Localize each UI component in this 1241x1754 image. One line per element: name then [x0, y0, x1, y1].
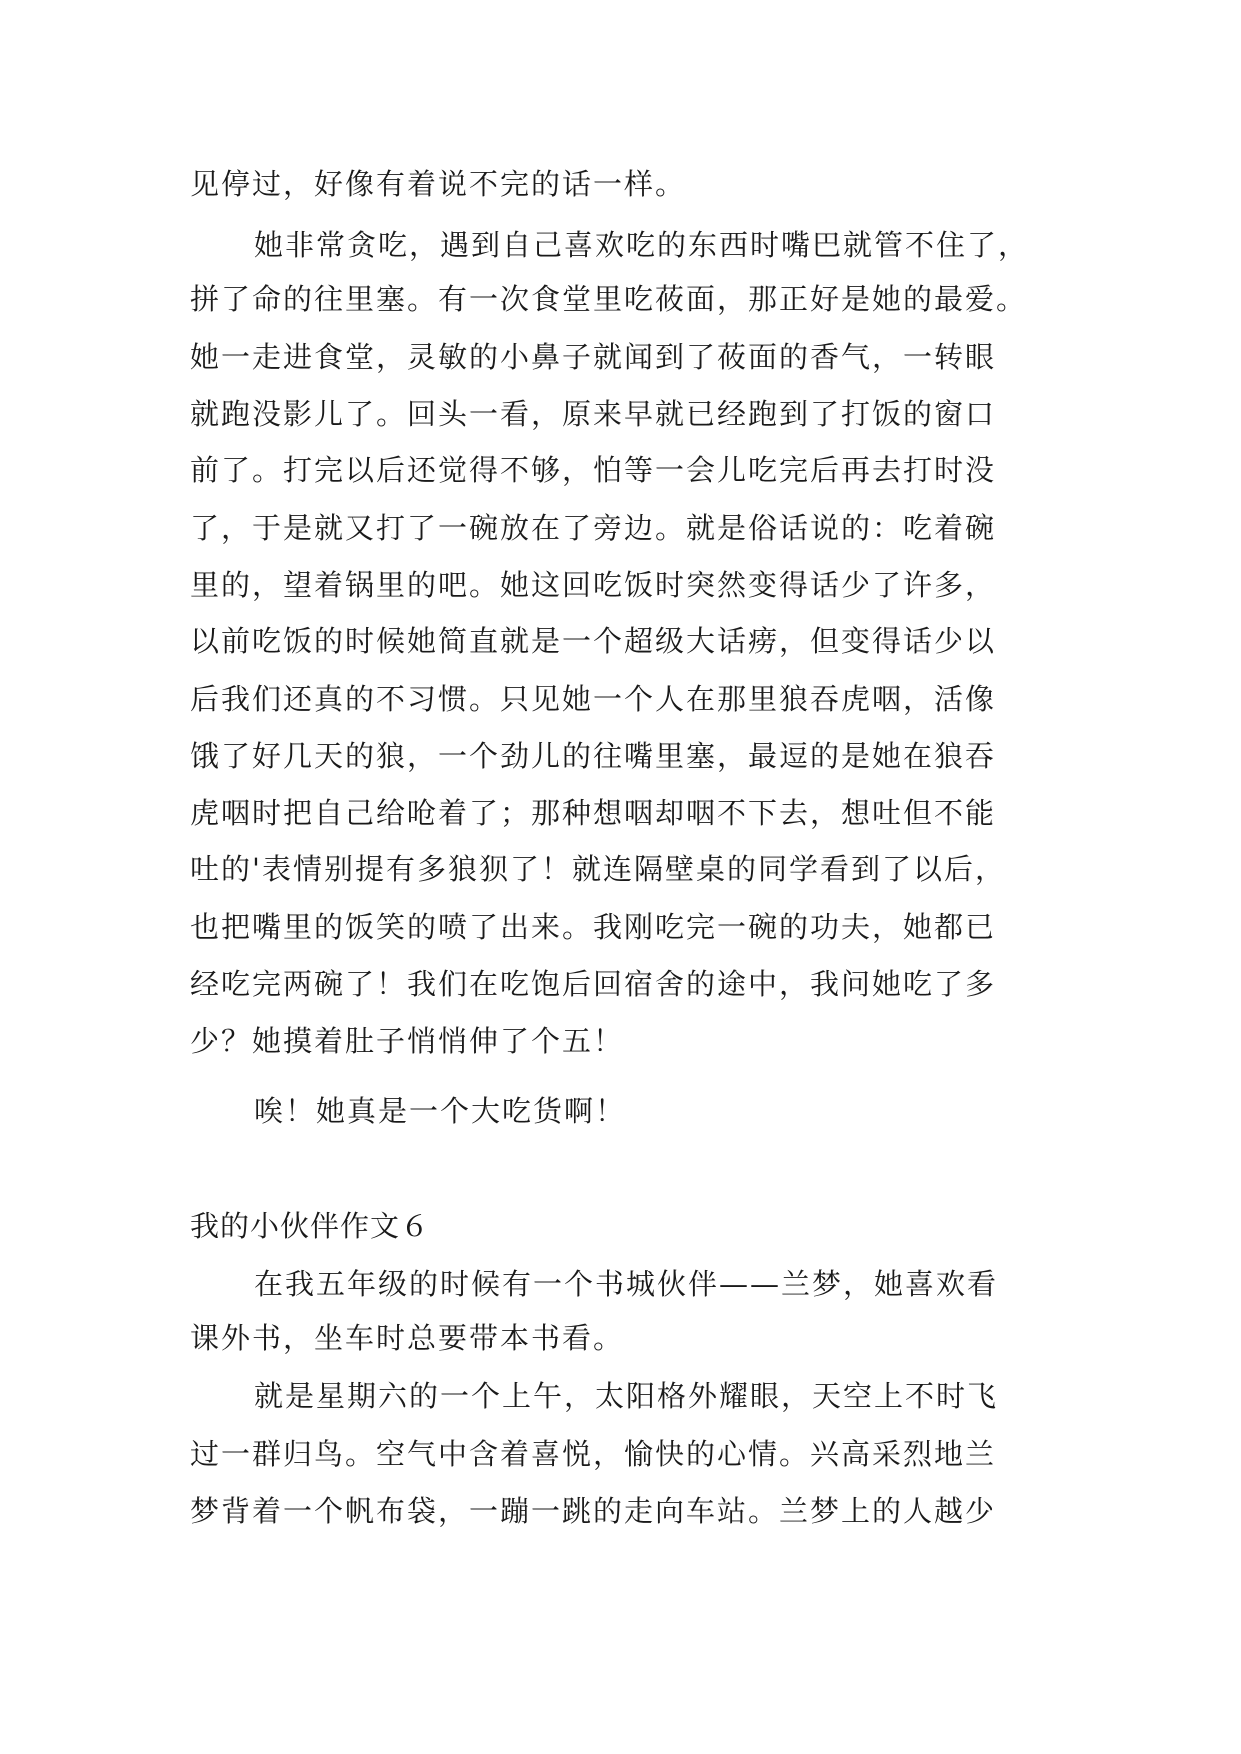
paragraph-line: 就是星期六的一个上午，太阳格外耀眼，天空上不时飞: [254, 1379, 999, 1413]
text-line: 了，于是就又打了一碗放在了旁边。就是俗话说的：吃着碗: [190, 511, 997, 545]
text-line: 后我们还真的不习惯。只见她一个人在那里狼吞虎咽，活像: [190, 682, 997, 716]
text-line: 虎咽时把自己给呛着了；那种想咽却咽不下去，想吐但不能: [190, 796, 997, 830]
text-line: 就跑没影儿了。回头一看，原来早就已经跑到了打饭的窗口: [190, 397, 997, 431]
text-line: 里的，望着锅里的吧。她这回吃饭时突然变得话少了许多，: [190, 568, 997, 602]
section-heading: 我的小伙伴作文６: [190, 1209, 431, 1243]
text-line: 梦背着一个帆布袋，一蹦一跳的走向车站。兰梦上的人越少: [190, 1494, 997, 1528]
paragraph-line: 在我五年级的时候有一个书城伙伴——兰梦，她喜欢看: [254, 1267, 999, 1301]
text-line: 吐的'表情别提有多狼狈了！就连隔壁桌的同学看到了以后，: [190, 852, 1006, 886]
paragraph-line: 唉！她真是一个大吃货啊！: [254, 1094, 627, 1128]
text-line: 以前吃饭的时候她简直就是一个超级大话痨，但变得话少以: [190, 624, 997, 658]
text-line: 课外书，坐车时总要带本书看。: [190, 1321, 625, 1355]
text-line: 拼了命的往里塞。有一次食堂里吃莜面，那正好是她的最爱。: [190, 282, 1028, 316]
text-line: 也把嘴里的饭笑的喷了出来。我刚吃完一碗的功夫，她都已: [190, 910, 997, 944]
text-line: 饿了好几天的狼，一个劲儿的往嘴里塞，最逗的是她在狼吞: [190, 739, 997, 773]
text-line: 过一群归鸟。空气中含着喜悦，愉快的心情。兴高采烈地兰: [190, 1437, 997, 1471]
paragraph-line: 她非常贪吃，遇到自己喜欢吃的东西时嘴巴就管不住了，: [254, 228, 1030, 262]
text-line: 见停过，好像有着说不完的话一样。: [190, 167, 687, 201]
text-line: 前了。打完以后还觉得不够，怕等一会儿吃完后再去打时没: [190, 453, 997, 487]
text-line: 她一走进食堂，灵敏的小鼻子就闻到了莜面的香气，一转眼: [190, 340, 997, 374]
text-line: 经吃完两碗了！我们在吃饱后回宿舍的途中，我问她吃了多: [190, 967, 997, 1001]
text-line: 少？她摸着肚子悄悄伸了个五！: [190, 1024, 625, 1058]
